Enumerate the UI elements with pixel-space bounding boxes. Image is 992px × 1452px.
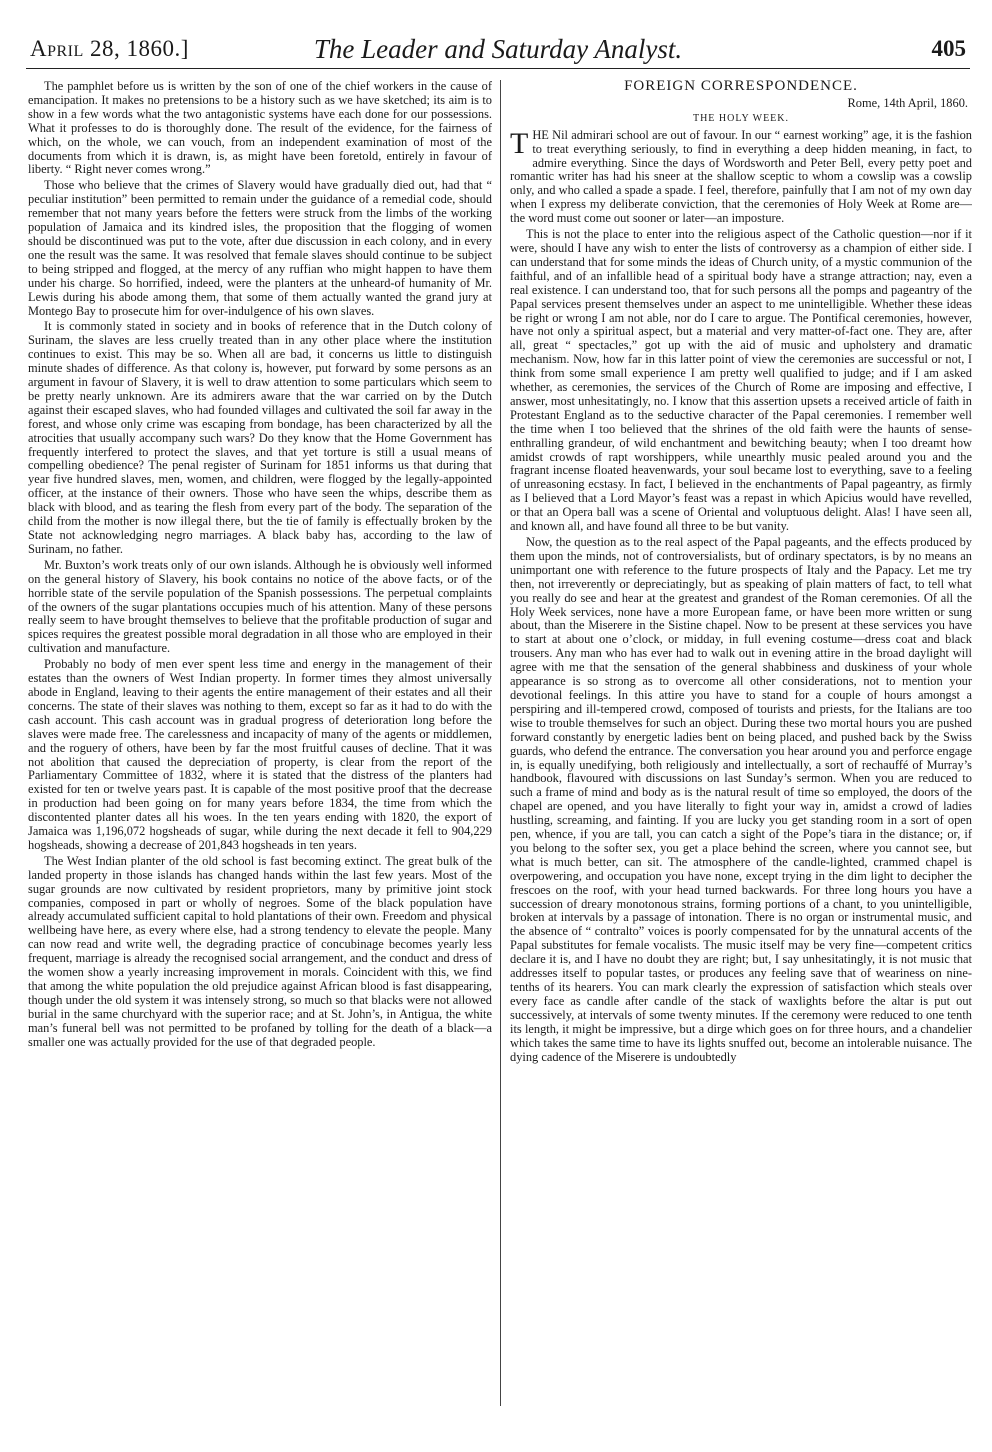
article-subhead: THE HOLY WEEK. [692, 112, 790, 124]
article-paragraph: Mr. Buxton’s work treats only of our own islands. Although he is obviously well informed on the general history of Slavery, his book contains no notice of the above facts, or of the horrible state of the servile population of the Spanish possessions. The perpetual complaints of the owners of the sugar plantations occupies much of his attention. Many of these persons really seem to have brought themselves to believe that the profitable production of sugar and spices requires the greatest possible moral degradation in all those who are employed in their cultivation and manufacture. [28, 557, 492, 656]
page-header [26, 32, 970, 69]
article-paragraph: The West Indian planter of the old school is fast becoming extinct. The great bulk of the landed property in those islands has changed hands within the last few years. Most of the sugar grounds are now cultivated by resident proprietors, many by primitive joint stock companies, composed in part or wholly of negroes. Some of the black population have already accumulated sufficient capital to hold plantations of their own. Freedom and physical wellbeing have here, as every where else, had a strong tendency to elevate the people. Many can now read and write well, the degrading practice of concubinage becomes yearly less frequent, marriage is already the recognised social arrangement, and the conduct and dress of the women show a yearly increasing improvement in morals. Coincident with this, we find that among the white population the old prejudice against African blood is fast disappearing, though under the old system it was intensely strong, so much so that blacks were not allowed burial in the same churchyard with the superior race; and at St. John’s, in Antigua, the white man’s funeral bell was not permitted to be profaned by tolling for the death of a black—a smaller one was actually provided for the use of that degraded people. [28, 853, 492, 1049]
publication-title: The Leader and Saturday Analyst. [313, 34, 683, 64]
page-number: 405 [931, 36, 966, 61]
column-divider [500, 80, 501, 1406]
article-paragraph: Those who believe that the crimes of Slavery would have gradually died out, had that “ peculiar institution” been permitted to remain under the guidance of a remedial code, should remember that not many years before the fetters were struck from the limbs of the working population of Jamaica and its kindred isles, the proposition that the flogging of women should be discontinued was put to the vote, after due discussion in each colony, and in every one the result was the same. It was resolved that female slaves should continue to be subject to being stripped and flogged, at the mercy of any ruffian who might happen to have them under his charge. So horrified, indeed, were the planters at the unheard-of humanity of Mr. Lewis during his abode among them, that some of them actually wanted the grand jury at Montego Bay to prosecute him for over-indulgence of his own slaves. [28, 178, 492, 318]
right-column [510, 80, 972, 1432]
left-column [28, 80, 492, 1432]
first-paragraph-text: HE Nil admirari school are out of favour. In our “ earnest working” age, it is the fashion to treat everything seriously, to find in everything a deep hidden meaning, in fact, to admire everything. Since the days of Wordsworth and Peter Bell, every petty poet and romantic writer has had his sneer at the shallow sceptic to whom a cowslip was a cowslip only, and who called a spade a spade. I feel, therefore, painfully that I am not of my own day when I express my deliberate conviction, that the ceremonies of Holy Week at Rome are—the word must come out sooner or later—an imposture. [510, 127, 972, 226]
article-paragraph: It is commonly stated in society and in books of reference that in the Dutch colony of Surinam, the slaves are less cruelly treated than in any other place where the institution continues to exist. This may be so. When all are bad, it concerns us little to distinguish minute shades of difference. As that colony is, however, put forward by some persons as an argument in favour of Slavery, it is well to draw attention to some particulars which seem to be pretty nearly unknown. Are its admirers aware that the war carried on by the Dutch against their escaped slaves, who had founded villages and cultivated the soil far away in the forest, and whose only crime was escaping from bondage, has been characterized by all the atrocities that usually accompany such wars? Do they know that the Home Government has frequently interfered to protect the slaves, and that yet torture is still a usual means of compelling obedience? The penal register of Surinam for 1851 informs us that during that year five hundred slaves, men, women, and children, were flogged by the legally-appointed officer, at the instance of their owners. Those who have seen the whips, describe them as black with blood, and as tearing the flesh from every part of the body. The separation of the child from the mother is now illegal there, but the tie of family is effectually broken by the State not acknowledging negro marriages. A black baby has, according to the law of Surinam, no father. [28, 319, 492, 556]
article-paragraph: This is not the place to enter into the religious aspect of the Catholic question—nor if it were, should I have any wish to enter the lists of controversy as a champion of either side. I can understand that for some minds the ideas of Church unity, of a mystic communion of the faithful, and of an infallible head of a spiritual body have a strange attraction; nay, even a real existence. I can understand too, that for such persons all the pomps and pageantry of the Papal services present themselves under an aspect to me unintelligible. Whether these ideas be right or wrong I am not able, nor do I care to argue. The Pontifical ceremonies, however, have not only a spiritual aspect, but a material and very matter-of-fact one. They are, after all, great “ spectacles,” got up with the aid of music and upholstery and dramatic mechanism. Now, how far in this latter point of view the ceremonies are successful or not, I think from some small experience I am pretty well qualified to judge; and if I am asked whether, as ceremonies, the services of the Church of Rome are imposing and effective, I answer, most unhesitatingly, no. I know that this assertion upsets a received article of faith in Protestant England as to the seductive character of the Papal ceremonies. I remember well the time when I too believed that the shrines of the old faith were the haunts of sense-enthralling grandeur, of wild enchantment and bewitching beauty; when I too dreamt how amidst crowds of rapt worshippers, while unearthly music pealed around you and the fragrant incense floated heavenwards, your soul became lost to everything, save to a feeling of unreasoning ecstasy. In fact, I believed in the enchantments of Papal pageantry, as firmly as I believed that a Lord Mayor’s feast was a repast in which Apicius would have revelled, or that an Opera ball was a scene of Oriental and voluptuous delight. Alas! I have seen all, and known all, and have found all three to be but vanity. [510, 227, 972, 534]
issue-date: April 28, 1860.] [30, 36, 189, 61]
article-paragraph [510, 126, 972, 226]
article-paragraph: Probably no body of men ever spent less time and energy in the management of their estates than the owners of West Indian property. In former times they almost universally abode in England, leaving to their agents the entire management of their estates and all their concerns. The state of their slaves was nothing to them, except so far as it had to do with the cash account. This cash account was in gradual progress of deterioration long before the slaves were made free. The carelessness and incapacity of many of the agents or middlemen, and the roguery of others, have been by far the most fruitful causes of decline. That it was not abolition that caused the depreciation of property, is clear from the report of the Parliamentary Committee of 1832, where it is stated that the distress of the planters had existed for ten or twelve years past. It is capable of the most positive proof that the decrease in production had been going on for many years before 1834, the time from which the discontented planter dates all his woes. In the ten years ending with 1820, the export of Jamaica was 1,196,072 hogsheads of sugar, while during the next decade it fell to 904,229 hogsheads, showing a decrease of 201,843 hogsheads in ten years. [28, 657, 492, 852]
article-paragraph: Now, the question as to the real aspect of the Papal pageants, and the effects produced by them upon the minds, not of controversialists, but of ordinary spectators, is by no means an unimportant one with reference to the future prospects of Italy and the Papacy. Let me try then, not irreverently or depreciatingly, but as speaking of plain matters of fact, to tell what you really do see and hear at the greatest and grandest of the Roman ceremonies. Of all the Holy Week services, none have a more European fame, or have been more written or sung about, than the Miserere in the Sistine chapel. Now to be present at these services you have to start at about one o’clock, or midday, in full evening costume—dress coat and black trousers. Any man who has ever had to walk out in evening attire in the broad daylight will agree with me that the sensation of the general shabbiness and duskiness of your whole appearance is so strong as to overcome all other considerations, not to mention your devotional feelings. In this attire you have to stand for a couple of hours amongst a perspiring and ill-tempered crowd, composed of tourists and priests, for the Italians are too wise to trouble themselves for such an object. During these two mortal hours you are pushed forward constantly by energetic ladies bent on being placed, and pushed back by the Swiss guards, who defend the entrance. The conversation you hear around you and perforce engage in, is equally unedifying, both religiously and intellectually, a sort of rechauffé of Murray’s handbook, flavoured with discussions on last Sunday’s sermon. When you are reduced to such a frame of mind and body as is the natural result of time so employed, the doors of the chapel are opened, and you have literally to fight your way in, amidst a crowd of ladies hustling, screaming, and fainting. If you are lucky you get standing room in a sort of open pen, whence, if you are tall, you can catch a sight of the Pope’s tiara in the distance; or, if you belong to the softer sex, you get a place behind the screen, where you cannot see, but what is much better, can sit. The atmosphere of the candle-lighted, crammed chapel is overpowering, and occupation you have none, except trying in the dim light to decipher the frescoes on the roof, with your head turned backwards. For three long hours you have a succession of dreary monotonous strains, forming portions of a chant, to you unintelligible, broken at intervals by a passage of intonation. There is no organ or instrumental music, and the absence of “ contralto” voices is poorly compensated for by the unnatural accents of the Papal substitutes for female vocalists. The music itself may be very fine—competent critics declare it is, and I have no doubt they are right; but, I say unhesitatingly, it is not music that addresses itself to popular tastes, or produces any feeling save that of weariness on nine-tenths of its hearers. You can mark clearly the expression of satisfaction which steals over every face as candle after candle of the stack of waxlights before the altar is put out successively, at intervals of some twenty minutes. If the ceremony were reduced to one tenth its length, it might be impressive, but a dirge which goes on for three hours, and a chandelier which takes the same time to have its lights snuffed out, become an intolerable nuisance. The dying cadence of the Miserere is undoubtedly [510, 535, 972, 1064]
section-title: FOREIGN CORRESPONDENCE. [624, 80, 858, 94]
drop-cap: T [510, 126, 529, 160]
dateline: Rome, 14th April, 1860. [847, 95, 968, 110]
article-paragraph: The pamphlet before us is written by the son of one of the chief workers in the cause of emancipation. It makes no pretensions to be a history such as we have sketched; its aim is to show in a few words what the two antagonistic systems have each done for our possessions. What it professes to do is thoroughly done. The result of the evidence, for the fairness of which, on the whole, we can vouch, from an independent examination of most of the documents from which it is drawn, is, as might have been foretold, entirely in favour of liberty. “ Right never comes wrong.” [28, 80, 492, 177]
